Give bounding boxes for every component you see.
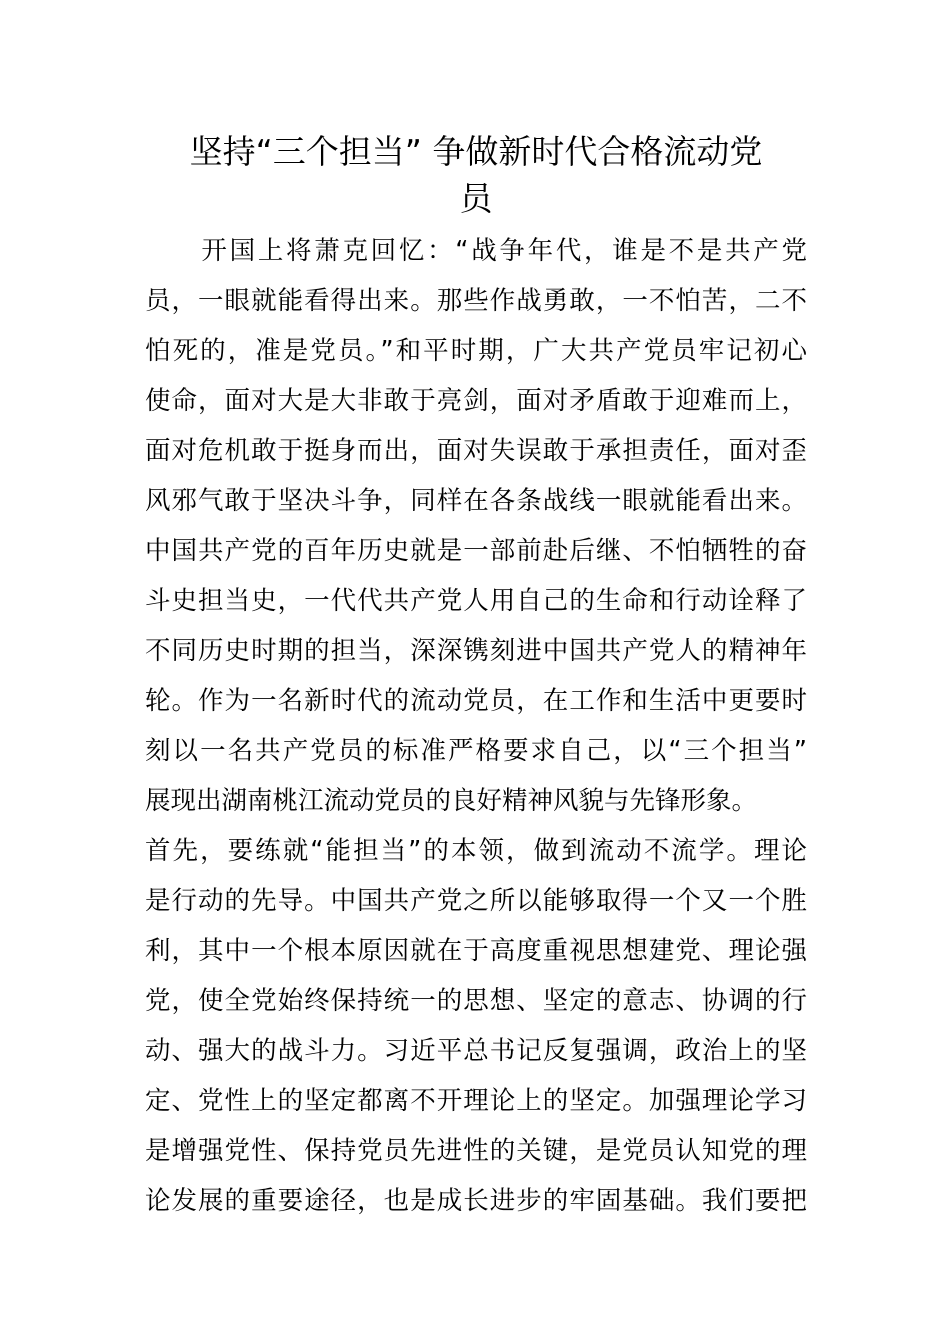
text-line: 面对危机敢于挺身而出，面对失误敢于承担责任，面对歪 [145, 436, 807, 466]
text-line: 展现出湖南桃江流动党员的良好精神风貌与先锋形象。 [145, 786, 758, 816]
text-line: 怕死的，准是党员。”和平时期，广大共产党员牢记初心 [145, 336, 807, 366]
text-line: 利，其中一个根本原因就在于高度重视思想建党、理论强 [145, 936, 807, 966]
text-line: 不同历史时期的担当，深深镌刻进中国共产党人的精神年 [145, 636, 807, 666]
text-line: 论发展的重要途径，也是成长进步的牢固基础。我们要把 [145, 1186, 807, 1216]
text-line: 开国上将萧克回忆：“战争年代，谁是不是共产党 [145, 236, 807, 266]
text-line: 定、党性上的坚定都离不开理论上的坚定。加强理论学习 [145, 1086, 807, 1116]
paragraph [145, 826, 807, 1226]
text-line: 使命，面对大是大非敢于亮剑，面对矛盾敢于迎难而上， [145, 386, 807, 416]
document-body [145, 226, 807, 1226]
text-line: 风邪气敢于坚决斗争，同样在各条战线一眼就能看出来。 [145, 486, 807, 516]
text-line: 刻以一名共产党员的标准严格要求自己，以“三个担当” [145, 736, 807, 766]
title-line: 员 [459, 179, 493, 218]
text-line: 轮。作为一名新时代的流动党员，在工作和生活中更要时 [145, 686, 807, 716]
text-line: 动、强大的战斗力。习近平总书记反复强调，政治上的坚 [145, 1036, 807, 1066]
text-line: 员，一眼就能看得出来。那些作战勇敢，一不怕苦，二不 [145, 286, 807, 316]
paragraph [145, 226, 807, 826]
document-title [145, 128, 807, 222]
text-line: 中国共产党的百年历史就是一部前赴后继、不怕牺牲的奋 [145, 536, 807, 566]
text-line: 首先，要练就“能担当”的本领，做到流动不流学。理论 [145, 836, 807, 866]
text-line: 是增强党性、保持党员先进性的关键，是党员认知党的理 [145, 1136, 807, 1166]
text-line: 党，使全党始终保持统一的思想、坚定的意志、协调的行 [145, 986, 807, 1016]
text-line: 是行动的先导。中国共产党之所以能够取得一个又一个胜 [145, 886, 807, 916]
title-line: 坚持“三个担当” 争做新时代合格流动党 [189, 132, 763, 171]
text-line: 斗史担当史，一代代共产党人用自己的生命和行动诠释了 [145, 586, 807, 616]
